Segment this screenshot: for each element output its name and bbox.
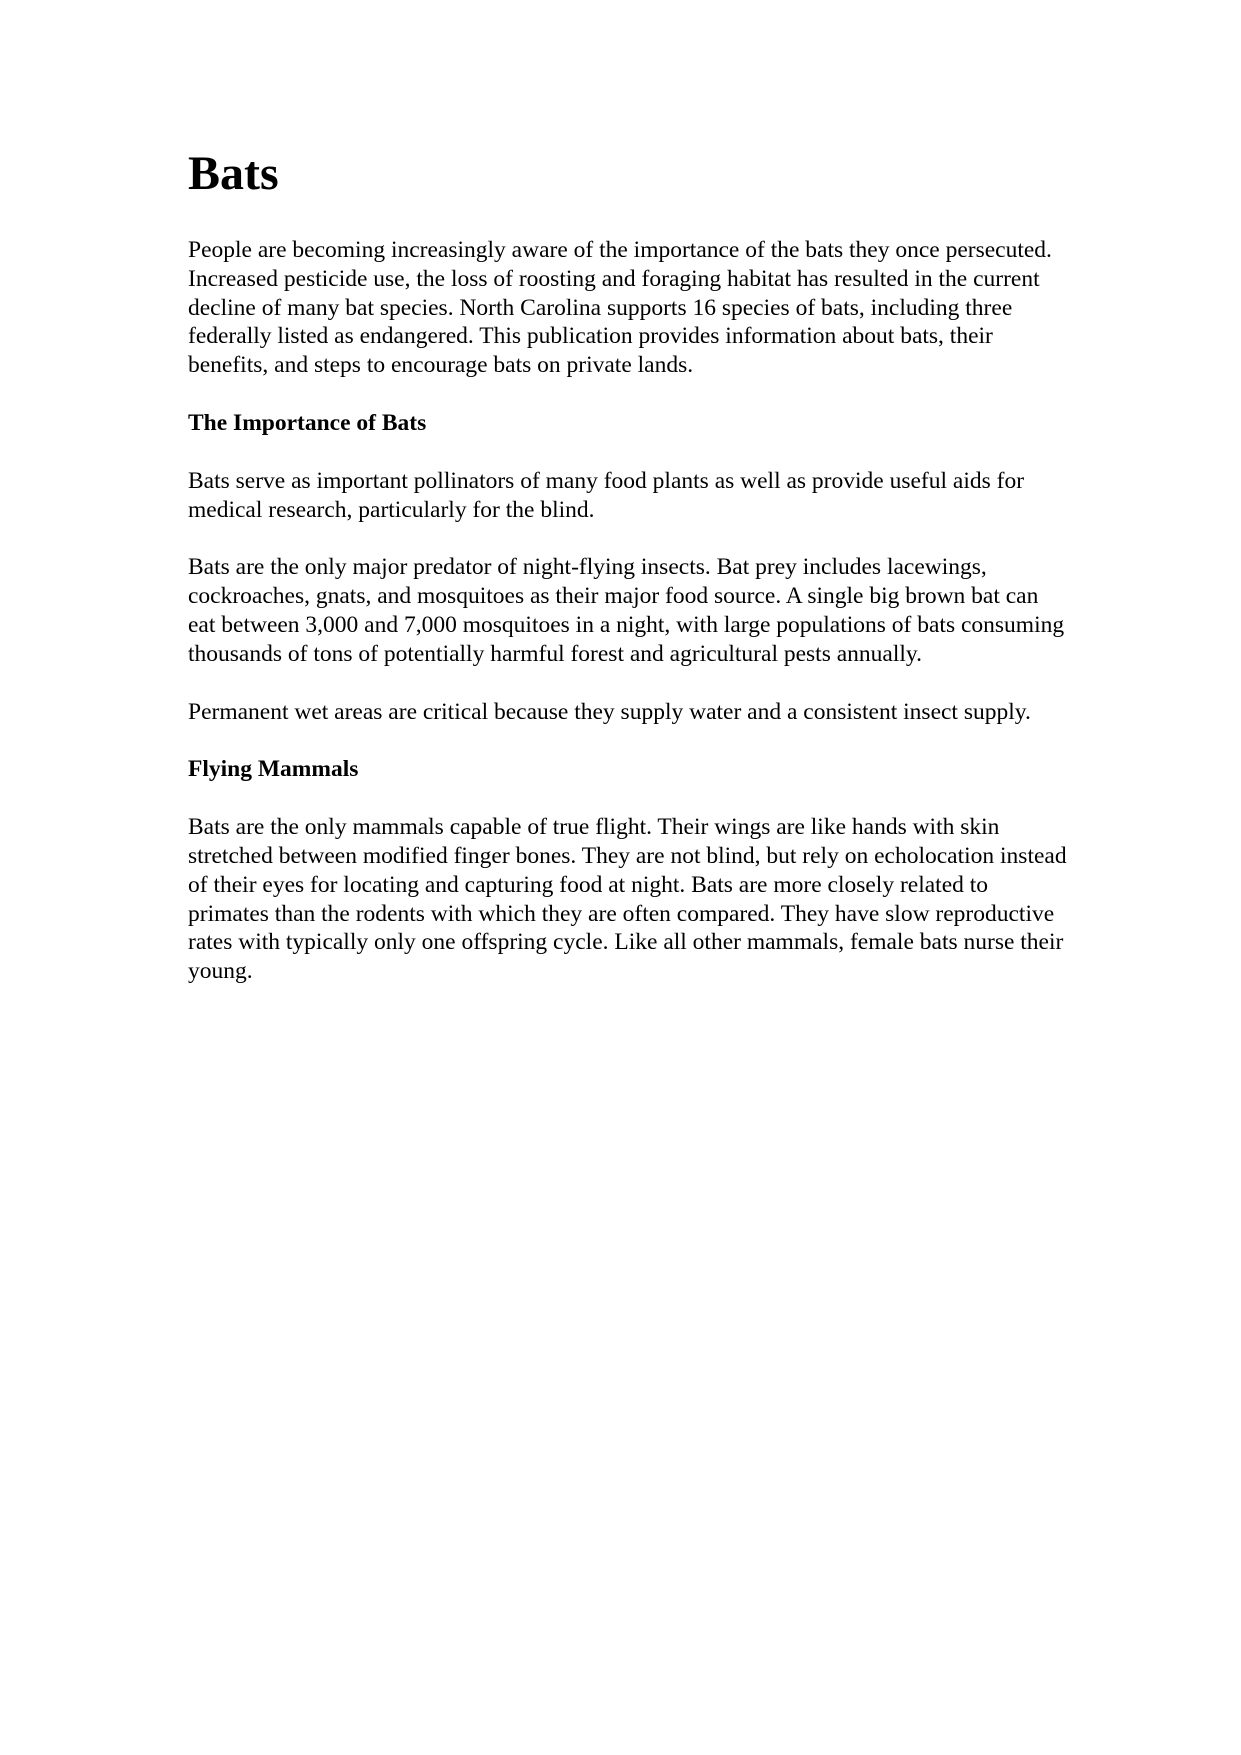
section-paragraph: Bats serve as important pollinators of many food plants as well as provide useful aids for medical research, particularly for the blind. <box>188 467 1025 523</box>
section-heading: The Importance of Bats <box>188 409 427 436</box>
intro-paragraph: People are becoming increasingly aware of the importance of the bats they once persecuted. Increased pesticide use, the loss of roosting and foraging habitat has resulted in the current decline of many bat species. North Carolina supports 16 species of bats, including three federally listed as endangered. This publication provides information about bats, their benefits, and steps to encourage bats on private lands. <box>188 237 1052 379</box>
document-title: Bats <box>188 147 279 200</box>
section-importance-of-bats <box>188 409 1068 726</box>
document-page <box>188 147 1068 1015</box>
section-paragraph: Permanent wet areas are critical because they supply water and a consistent insect supply. <box>188 698 1031 725</box>
section-paragraph: Bats are the only major predator of night-flying insects. Bat prey includes lacewings, cockroaches, gnats, and mosquitoes as their major food source. A single big brown bat can eat between 3,000 and 7,000 mosquitoes in a night, with large populations of bats consuming thousands of tons of potentially harmful forest and agricultural pests annually. <box>188 554 1065 667</box>
section-heading: Flying Mammals <box>188 756 359 783</box>
section-flying-mammals <box>188 755 1068 986</box>
section-paragraph: Bats are the only mammals capable of true flight. Their wings are like hands with skin stretched between modified finger bones. They are not blind, but rely on echolocation instead of their eyes for locating and capturing food at night. Bats are more closely related to primates than the rodents with which they are often compared. They have slow reproductive rates with typically only one offspring cycle. Like all other mammals, female bats nurse their young. <box>188 814 1067 985</box>
